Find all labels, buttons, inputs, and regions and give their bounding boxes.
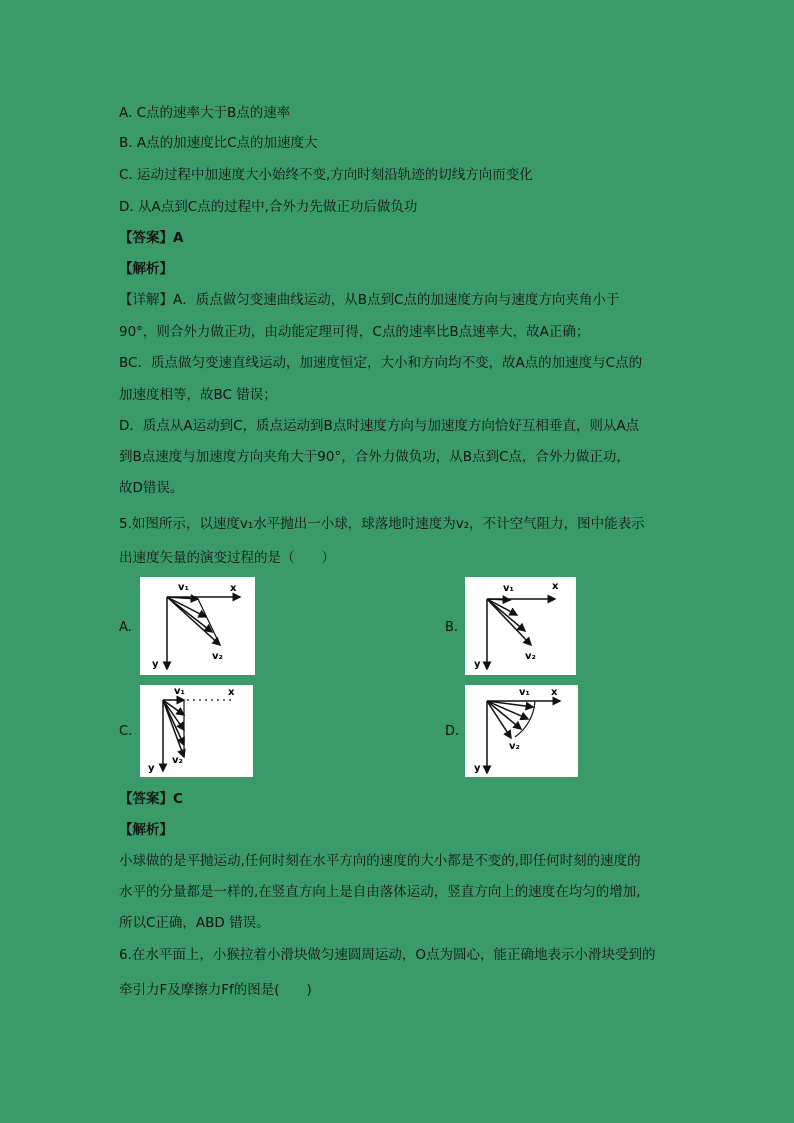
q5-stem: 出速度矢量的演变过程的是（ ） bbox=[119, 550, 335, 566]
svg-text:y: y bbox=[474, 659, 481, 670]
detail-line: 90°，则合外力做正功，由动能定理可得，C点的速率比B点速率大，故A正确； bbox=[119, 324, 590, 340]
svg-text:v₁: v₁ bbox=[519, 687, 530, 698]
svg-text:v₁: v₁ bbox=[174, 686, 185, 697]
detail-line: 故D错误。 bbox=[119, 480, 184, 496]
detail-line: D．质点从A运动到C，质点运动到B点时速度方向与加速度方向恰好互相垂直，则从A点 bbox=[119, 418, 640, 434]
analysis-line: 水平的分量都是一样的,在竖直方向上是自由落体运动，竖直方向上的速度在均匀的增加, bbox=[119, 884, 641, 900]
figure-b bbox=[465, 577, 576, 675]
figure-a bbox=[140, 577, 255, 675]
svg-text:x: x bbox=[551, 687, 558, 698]
svg-text:v₁: v₁ bbox=[503, 583, 514, 594]
analysis-label: 【解析】 bbox=[119, 261, 173, 277]
svg-text:y: y bbox=[148, 763, 155, 774]
svg-text:y: y bbox=[474, 763, 481, 774]
svg-text:x: x bbox=[228, 687, 235, 698]
answer-label: 【答案】A bbox=[119, 230, 184, 246]
detail-line: BC．质点做匀变速直线运动，加速度恒定，大小和方向均不变，故A点的加速度与C点的 bbox=[119, 355, 643, 371]
svg-text:v₂: v₂ bbox=[172, 755, 183, 766]
q6-stem: 6.在水平面上，小猴拉着小滑块做匀速圆周运动，O点为圆心，能正确地表示小滑块受到的 bbox=[119, 947, 656, 963]
option-c: C. 运动过程中加速度大小始终不变,方向时刻沿轨迹的切线方向而变化 bbox=[119, 167, 533, 183]
figure-c bbox=[140, 685, 253, 777]
analysis-label: 【解析】 bbox=[119, 822, 173, 838]
figure-d bbox=[465, 685, 578, 777]
option-a: A. C点的速率大于B点的速率 bbox=[119, 105, 291, 121]
analysis-line: 小球做的是平抛运动,任何时刻在水平方向的速度的大小都是不变的,即任何时刻的速度的 bbox=[119, 853, 641, 869]
svg-text:y: y bbox=[152, 659, 159, 670]
svg-text:v₂: v₂ bbox=[212, 651, 223, 662]
svg-text:v₂: v₂ bbox=[509, 741, 520, 752]
fig-label-a: A. bbox=[119, 620, 132, 635]
analysis-line: 所以C正确，ABD 错误。 bbox=[119, 915, 270, 931]
svg-text:x: x bbox=[230, 583, 237, 594]
svg-text:v₂: v₂ bbox=[525, 651, 536, 662]
q5-stem: 5.如图所示，以速度v₁水平抛出一小球，球落地时速度为v₂，不计空气阻力，图中能表示 bbox=[119, 516, 645, 532]
fig-label-d: D. bbox=[445, 724, 460, 739]
svg-text:v₁: v₁ bbox=[178, 582, 189, 593]
detail-line: 【详解】A．质点做匀变速曲线运动，从B点到C点的加速度方向与速度方向夹角小于 bbox=[119, 292, 620, 308]
fig-label-b: B. bbox=[445, 620, 459, 635]
svg-text:x: x bbox=[552, 581, 559, 592]
detail-line: 加速度相等，故BC 错误； bbox=[119, 387, 277, 403]
detail-line: 到B点速度与加速度方向夹角大于90°，合外力做负功，从B点到C点，合外力做正功， bbox=[119, 449, 630, 465]
answer-label: 【答案】C bbox=[119, 791, 183, 807]
option-d: D. 从A点到C点的过程中,合外力先做正功后做负功 bbox=[119, 199, 418, 215]
fig-label-c: C. bbox=[119, 724, 133, 739]
option-b: B. A点的加速度比C点的加速度大 bbox=[119, 135, 318, 151]
q6-stem: 牵引力F及摩擦力Ff的图是( ) bbox=[119, 982, 312, 998]
